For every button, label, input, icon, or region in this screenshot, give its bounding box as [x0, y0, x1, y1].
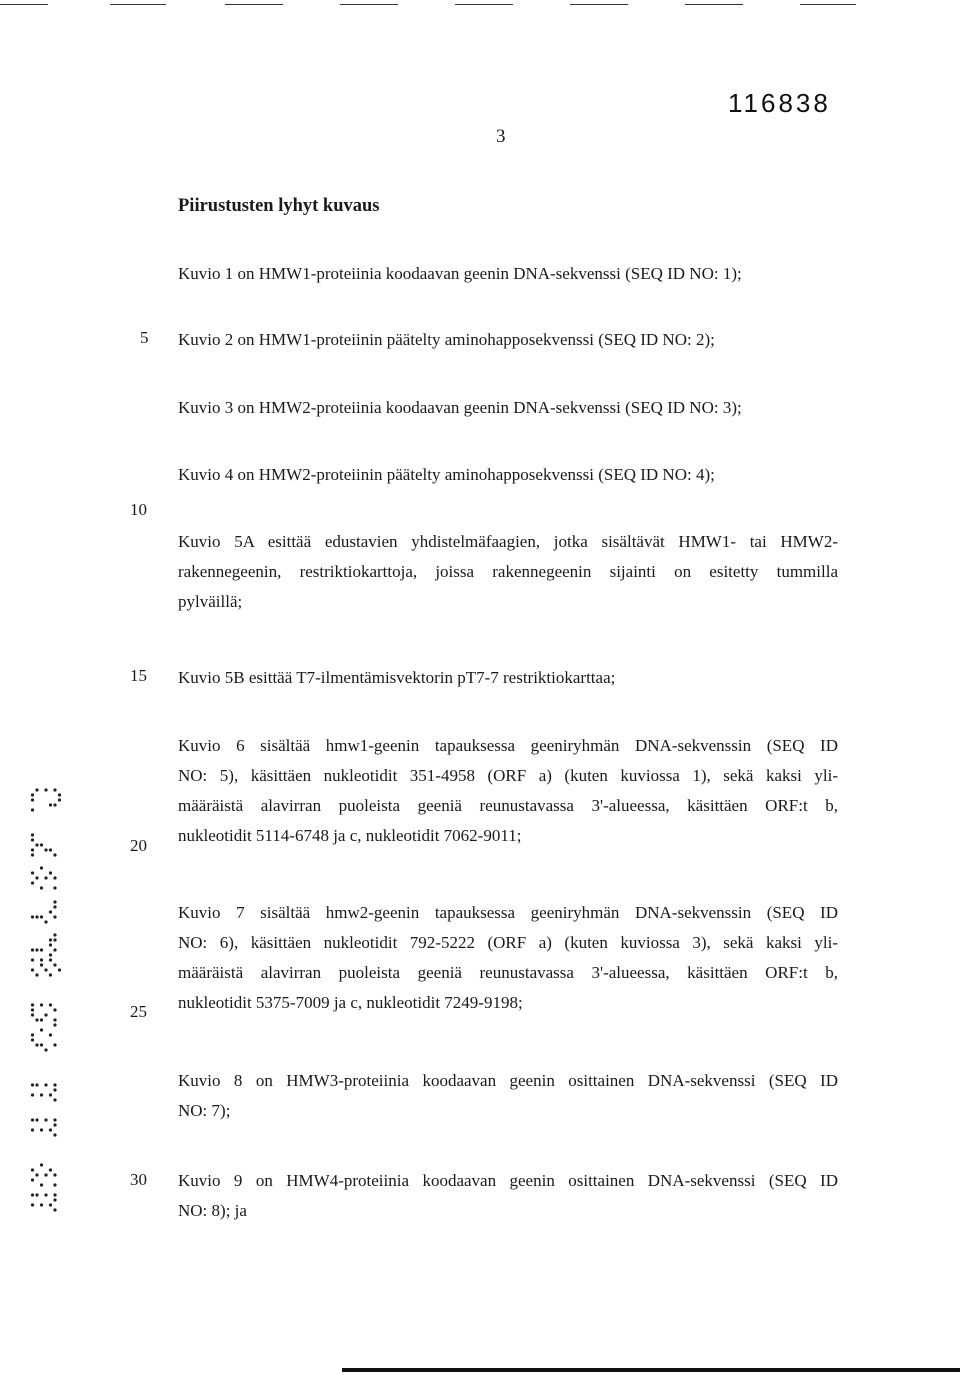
stamp-dot	[44, 1083, 47, 1086]
stamp-dot	[40, 1093, 43, 1096]
stamp-dot	[31, 1093, 34, 1096]
stamp-dot	[58, 793, 61, 796]
paragraph-kuvio-6	[178, 731, 838, 851]
stamp-dot	[49, 910, 52, 913]
stamp-dot	[40, 948, 43, 951]
stamp-dot	[53, 905, 56, 908]
stamp-dot	[53, 1133, 56, 1136]
stamp-dot	[49, 803, 52, 806]
stamp-dot	[53, 1193, 56, 1196]
text-line: nukleotidit 5114-6748 ja c, nukleotidit 7062-9011;	[178, 826, 522, 845]
stamp-dot	[35, 948, 38, 951]
text-line: Kuvio 7 sisältää hmw2-geenin tapauksessa geeniryhmän DNA-sekvenssin (SEQ ID	[178, 903, 838, 922]
stamp-dot	[49, 938, 52, 941]
stamp-dot	[44, 1193, 47, 1196]
stamp-dot	[49, 1203, 52, 1206]
stamp-dot	[31, 798, 34, 801]
stamp-dot	[53, 853, 56, 856]
stamp-dot	[40, 958, 43, 961]
stamp-dot	[35, 1193, 38, 1196]
stamp-dot	[35, 1018, 38, 1021]
stamp-dot	[40, 1028, 43, 1031]
paragraph-kuvio-2	[178, 325, 838, 355]
stamp-dot	[40, 1163, 43, 1166]
stamp-dot	[40, 963, 43, 966]
stamp-dot	[44, 1048, 47, 1051]
stamp-dot	[49, 953, 52, 956]
stamp-dot	[49, 973, 52, 976]
stamp-dot	[31, 1178, 34, 1181]
stamp-dot	[53, 900, 56, 903]
stamp-dot	[40, 866, 43, 869]
text-line: Kuvio 2 on HMW1-proteiinin päätelty aminohapposekvenssi (SEQ ID NO: 2);	[178, 330, 715, 349]
stamp-dot	[31, 871, 34, 874]
stamp-dot	[49, 871, 52, 874]
stamp-dot	[40, 915, 43, 918]
stamp-dot	[31, 808, 34, 811]
stamp-dot	[44, 848, 47, 851]
stamp-dot	[49, 1168, 52, 1171]
stamp-dot	[53, 1088, 56, 1091]
top-rule	[110, 4, 166, 5]
paragraph-kuvio-5a	[178, 527, 838, 617]
top-rule	[800, 4, 856, 5]
stamp-dot	[53, 915, 56, 918]
top-rule	[225, 4, 283, 5]
stamp-dot	[31, 881, 34, 884]
stamp-dot	[49, 958, 52, 961]
stamp-dot	[53, 1043, 56, 1046]
text-line: määräistä alavirran puoleista geeniä reunustavassa 3'-alueessa, käsittäen ORF:t b,	[178, 963, 838, 982]
stamp-dot	[49, 1128, 52, 1131]
line-number: 10	[130, 500, 147, 519]
stamp-dot	[58, 968, 61, 971]
stamp-dot	[40, 843, 43, 846]
stamp-dot	[40, 1203, 43, 1206]
stamp-dot	[31, 793, 34, 796]
stamp-dot	[53, 933, 56, 936]
stamp-dot	[49, 1033, 52, 1036]
stamp-dot	[53, 1183, 56, 1186]
stamp-dot	[31, 968, 34, 971]
line-number: 25	[130, 1002, 147, 1021]
top-rule	[570, 4, 628, 5]
stamp-dot	[31, 1118, 34, 1121]
stamp-dot	[31, 1003, 34, 1006]
text-line: pylväillä;	[178, 592, 243, 611]
stamp-dot	[44, 1013, 47, 1016]
text-line: NO: 6), käsittäen nukleotidit 792-5222 (ORF a) (kuten kuviossa 3), sekä kaksi yli-	[178, 933, 838, 952]
stamp-dot	[31, 848, 34, 851]
stamp-dot	[35, 1118, 38, 1121]
page-number: 3	[496, 126, 506, 147]
stamp-dot	[31, 948, 34, 951]
text-line: Kuvio 1 on HMW1-proteiinia koodaavan geenin DNA-sekvenssi (SEQ ID NO: 1);	[178, 264, 742, 283]
paragraph-kuvio-8	[178, 1066, 838, 1126]
line-number: 5	[140, 328, 149, 347]
stamp-dot	[35, 1083, 38, 1086]
stamp-dot	[35, 915, 38, 918]
stamp-dot	[31, 1193, 34, 1196]
text-line: Kuvio 8 on HMW3-proteiinia koodaavan geenin osittainen DNA-sekvenssi (SEQ ID	[178, 1071, 838, 1090]
stamp-dot	[53, 788, 56, 791]
paragraph-kuvio-1	[178, 259, 838, 289]
text-line: nukleotidit 5375-7009 ja c, nukleotidit 7249-9198;	[178, 993, 523, 1012]
stamp-dot	[53, 876, 56, 879]
stamp-dot	[53, 1018, 56, 1021]
document-number: 116838	[728, 88, 831, 118]
stamp-dot	[31, 833, 34, 836]
paragraph-kuvio-7	[178, 898, 838, 1018]
stamp-dot	[53, 1198, 56, 1201]
paragraph-kuvio-5b	[178, 663, 838, 693]
stamp-dot	[35, 876, 38, 879]
stamp-dot	[35, 788, 38, 791]
stamp-dot	[53, 1098, 56, 1101]
margin-dot-stamp	[0, 0, 80, 1375]
stamp-dot	[35, 1043, 38, 1046]
stamp-dot	[53, 938, 56, 941]
stamp-dot	[35, 1173, 38, 1176]
top-rule	[340, 4, 398, 5]
stamp-dot	[31, 1008, 34, 1011]
text-line: NO: 8); ja	[178, 1201, 247, 1220]
stamp-dot	[31, 1168, 34, 1171]
text-line: Kuvio 4 on HMW2-proteiinin päätelty aminohapposekvenssi (SEQ ID NO: 4);	[178, 465, 715, 484]
section-heading: Piirustusten lyhyt kuvaus	[178, 196, 380, 216]
stamp-dot	[53, 886, 56, 889]
stamp-dot	[53, 1008, 56, 1011]
stamp-dot	[31, 915, 34, 918]
stamp-dot	[53, 1118, 56, 1121]
stamp-dot	[53, 948, 56, 951]
stamp-dot	[44, 876, 47, 879]
stamp-dot	[31, 1128, 34, 1131]
stamp-dot	[40, 1018, 43, 1021]
text-line: Kuvio 5B esittää T7-ilmentämisvektorin pT7-7 restriktiokarttaa;	[178, 668, 616, 687]
stamp-dot	[35, 973, 38, 976]
stamp-dot	[35, 843, 38, 846]
stamp-dot	[31, 1083, 34, 1086]
stamp-dot	[31, 1203, 34, 1206]
stamp-dot	[40, 886, 43, 889]
stamp-dot	[40, 1128, 43, 1131]
text-line: NO: 7);	[178, 1101, 231, 1120]
stamp-dot	[40, 1043, 43, 1046]
line-number: 20	[130, 836, 147, 855]
stamp-dot	[31, 1038, 34, 1041]
text-line: määräistä alavirran puoleista geeniä reunustavassa 3'-alueessa, käsittäen ORF:t b,	[178, 796, 838, 815]
stamp-dot	[44, 920, 47, 923]
paragraph-kuvio-9	[178, 1166, 838, 1226]
stamp-dot	[44, 1118, 47, 1121]
stamp-dot	[44, 788, 47, 791]
stamp-dot	[53, 1208, 56, 1211]
stamp-dot	[44, 1173, 47, 1176]
stamp-dot	[49, 943, 52, 946]
stamp-dot	[53, 1083, 56, 1086]
stamp-dot	[53, 963, 56, 966]
stamp-dot	[31, 1013, 34, 1016]
stamp-dot	[49, 1093, 52, 1096]
stamp-dot	[49, 848, 52, 851]
stamp-dot	[31, 958, 34, 961]
stamp-dot	[31, 838, 34, 841]
top-rule	[685, 4, 743, 5]
stamp-dot	[49, 1003, 52, 1006]
stamp-dot	[31, 853, 34, 856]
bottom-rule	[342, 1368, 960, 1372]
paragraph-kuvio-4	[178, 460, 838, 490]
stamp-dot	[44, 968, 47, 971]
text-line: Kuvio 5A esittää edustavien yhdistelmäfaagien, jotka sisältävät HMW1- tai HMW2-	[178, 532, 838, 551]
stamp-dot	[53, 1023, 56, 1026]
stamp-dot	[31, 1033, 34, 1036]
stamp-dot	[53, 803, 56, 806]
stamp-dot	[53, 1173, 56, 1176]
line-number: 30	[130, 1170, 147, 1189]
stamp-dot	[40, 1183, 43, 1186]
text-line: Kuvio 3 on HMW2-proteiinia koodaavan geenin DNA-sekvenssi (SEQ ID NO: 3);	[178, 398, 742, 417]
line-number: 15	[130, 666, 147, 685]
text-line: NO: 5), käsittäen nukleotidit 351-4958 (ORF a) (kuten kuviossa 1), sekä kaksi yli-	[178, 766, 838, 785]
text-line: Kuvio 6 sisältää hmw1-geenin tapauksessa geeniryhmän DNA-sekvenssin (SEQ ID	[178, 736, 838, 755]
text-line: Kuvio 9 on HMW4-proteiinia koodaavan geenin osittainen DNA-sekvenssi (SEQ ID	[178, 1171, 838, 1190]
stamp-dot	[40, 1003, 43, 1006]
stamp-dot	[58, 798, 61, 801]
paragraph-kuvio-3	[178, 393, 838, 423]
text-line: rakennegeenin, restriktiokarttoja, joissa rakennegeenin sijainti on esitetty tummilla	[178, 562, 838, 581]
stamp-dot	[53, 1123, 56, 1126]
top-rule	[455, 4, 513, 5]
